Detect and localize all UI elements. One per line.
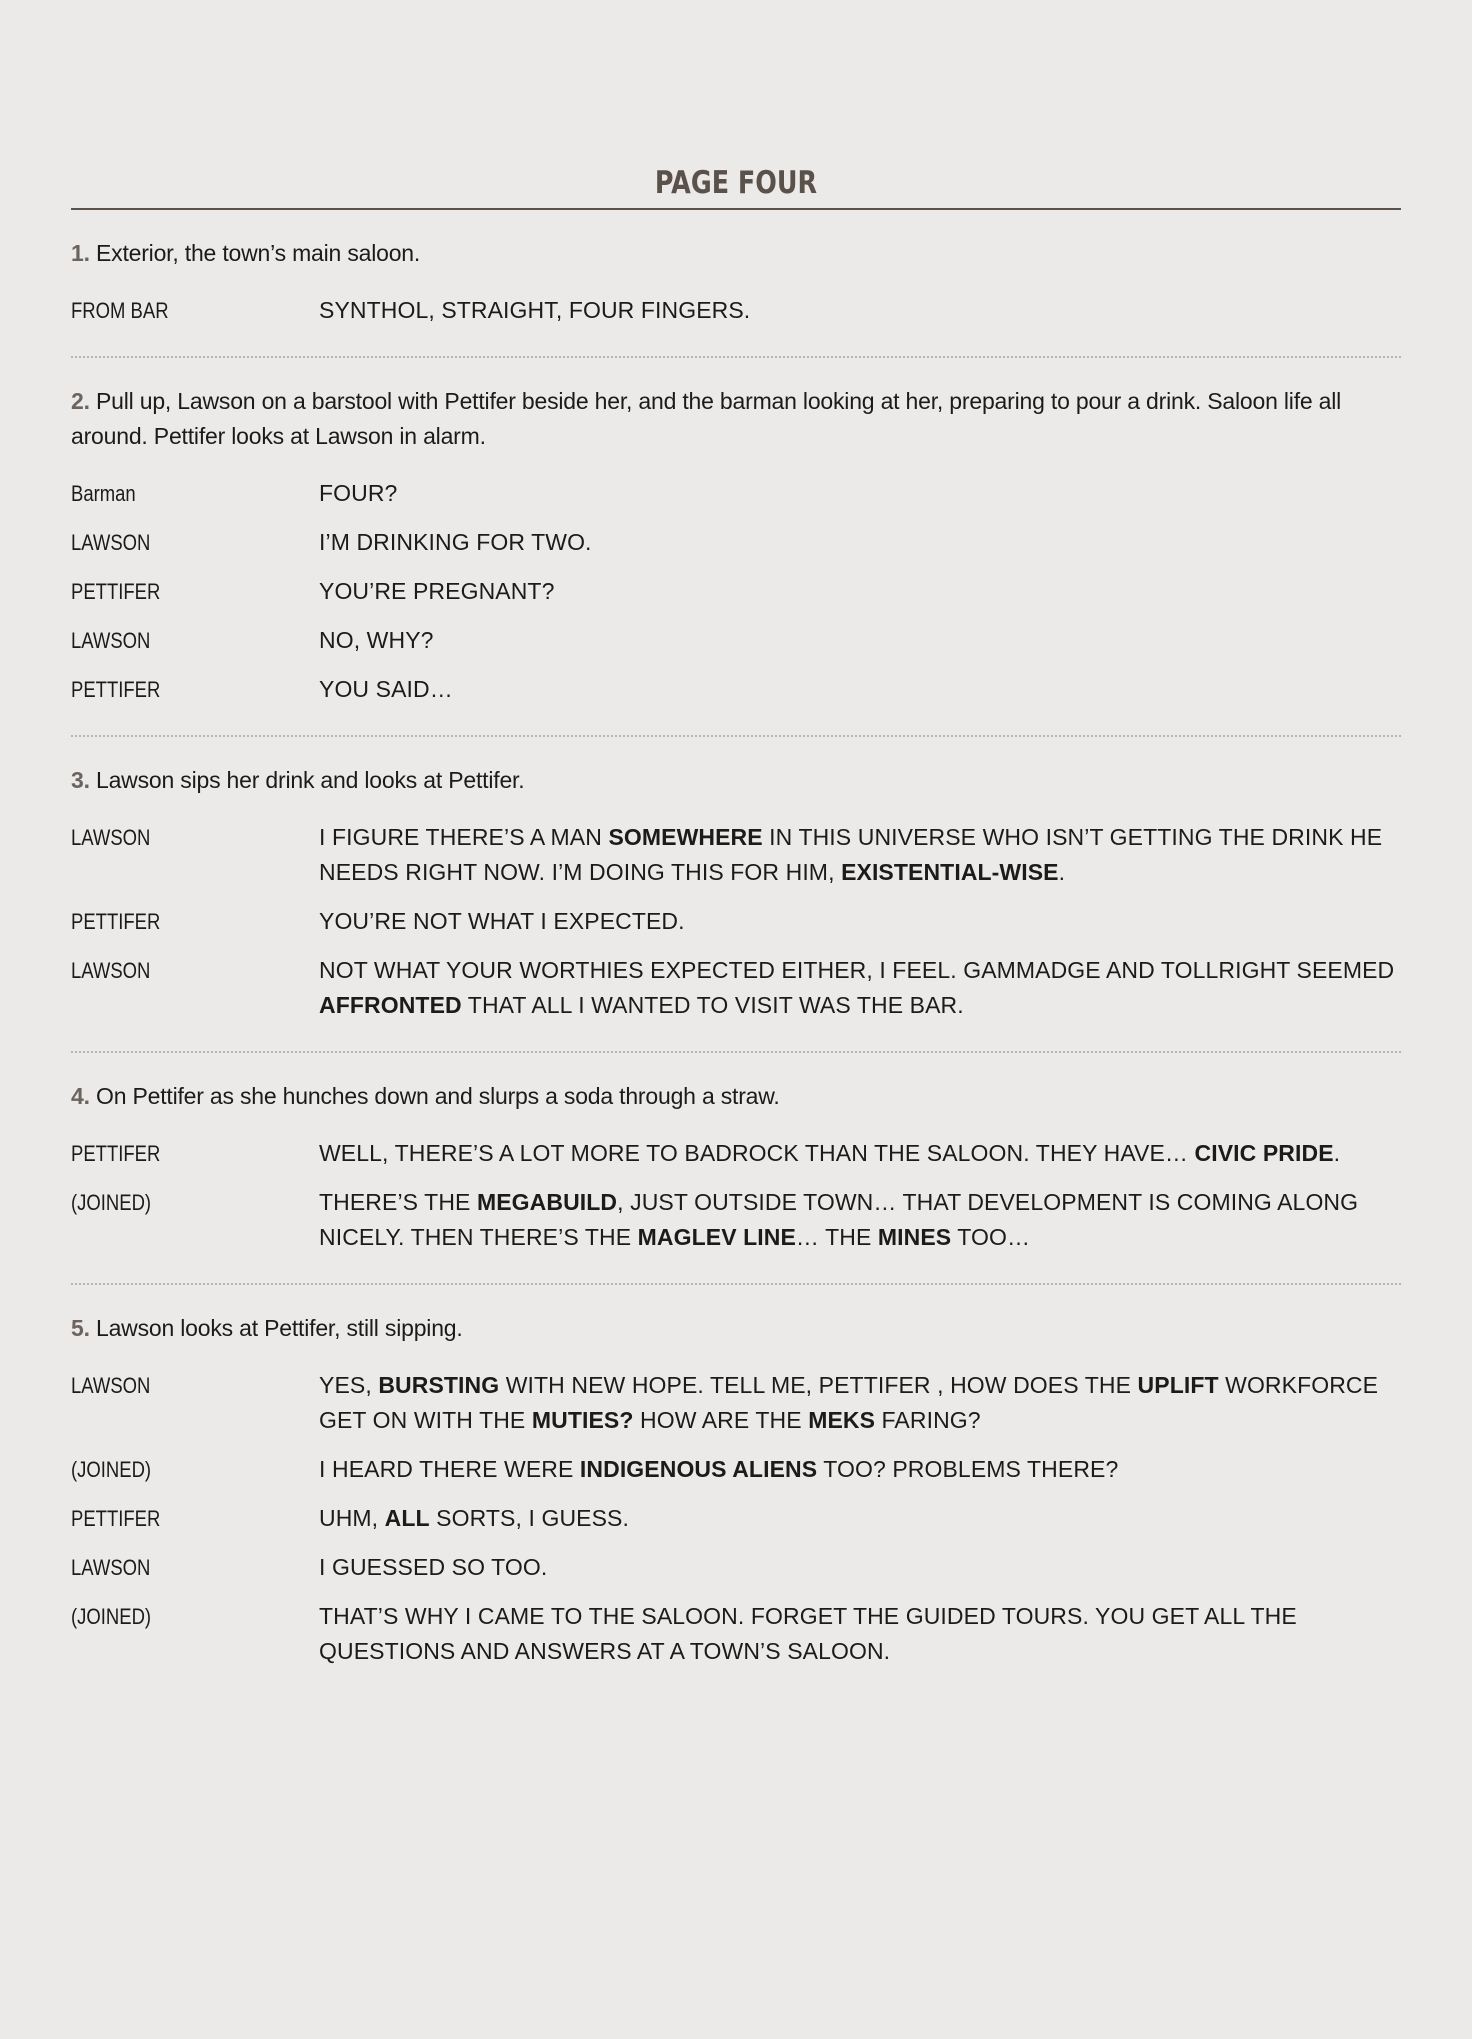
dialogue-segment: IN THIS UNIVERSE WHO ISN’T GETTING THE DRINK HE NEEDS RIGHT NOW. I’M DOING THIS FOR HIM,: [319, 824, 1383, 885]
script-page: [71, 160, 1401, 1697]
dialogue-segment: I’M DRINKING FOR TWO.: [319, 529, 592, 555]
dialogue-text: [319, 623, 1401, 658]
panel-1: [71, 210, 1401, 356]
dialogue-segment: I GUESSED SO TOO.: [319, 1554, 548, 1580]
dialogue-line: [71, 293, 1401, 328]
dialogue-line: [71, 623, 1401, 658]
emphasis-text: CIVIC PRIDE: [1194, 1140, 1334, 1166]
dialogue-line: [71, 1452, 1401, 1487]
emphasis-text: MINES: [877, 1224, 952, 1250]
dialogue-text: [319, 1136, 1401, 1171]
dialogue-segment: I HEARD THERE WERE: [319, 1456, 580, 1482]
dialogue-text: [319, 1550, 1401, 1585]
speaker-name: LAWSON: [71, 825, 151, 850]
dialogue-text: [319, 672, 1401, 707]
dialogue-segment: TOO…: [951, 1224, 1031, 1250]
dialogue-segment: I FIGURE THERE’S A MAN: [319, 824, 609, 850]
dialogue-line: [71, 1136, 1401, 1171]
speaker-name: LAWSON: [71, 1373, 151, 1398]
panel-description-text: Exterior, the town’s main saloon.: [96, 240, 421, 266]
panel-number: 2.: [71, 388, 90, 414]
dialogue-text: [319, 525, 1401, 560]
panel-description: [71, 1311, 1401, 1346]
speaker-name: PETTIFER: [71, 909, 161, 934]
dialogue-text: [319, 1185, 1401, 1255]
dialogue-segment: … THE: [795, 1224, 878, 1250]
panel-number: 4.: [71, 1083, 90, 1109]
panel-description: [71, 1079, 1401, 1114]
dialogue-text: [319, 820, 1401, 890]
page-title: PAGE FOUR: [654, 165, 818, 201]
dialogue-segment: THAT ALL I WANTED TO VISIT WAS THE BAR.: [461, 992, 964, 1018]
dialogue-segment: .: [1058, 859, 1066, 885]
speaker-name: PETTIFER: [71, 579, 161, 604]
dialogue-text: [319, 1452, 1401, 1487]
panel-description-text: Lawson looks at Pettifer, still sipping.: [96, 1315, 463, 1341]
dialogue-text: [319, 476, 1401, 511]
dialogue-line: [71, 1185, 1401, 1255]
emphasis-text: MUTIES?: [531, 1407, 634, 1433]
dialogue-segment: HOW ARE THE: [633, 1407, 809, 1433]
dialogue-line: [71, 1368, 1401, 1438]
panel-5: [71, 1283, 1401, 1697]
dialogue-line: [71, 525, 1401, 560]
speaker-name: FROM BAR: [71, 298, 169, 323]
dialogue-line: [71, 820, 1401, 890]
dialogue-segment: .: [1333, 1140, 1341, 1166]
emphasis-text: EXISTENTIAL-WISE: [841, 859, 1059, 885]
panel-number: 5.: [71, 1315, 90, 1341]
dialogue-segment: FARING?: [875, 1407, 981, 1433]
speaker-name: LAWSON: [71, 530, 151, 555]
emphasis-text: UPLIFT: [1137, 1372, 1219, 1398]
panel-description: [71, 763, 1401, 798]
speaker-name: PETTIFER: [71, 677, 161, 702]
dialogue-segment: YOU’RE PREGNANT?: [319, 578, 555, 604]
speaker-name: PETTIFER: [71, 1141, 161, 1166]
dialogue-line: [71, 1599, 1401, 1669]
panel-number: 3.: [71, 767, 90, 793]
dialogue-segment: THAT’S WHY I CAME TO THE SALOON. FORGET THE GUIDED TOURS. YOU GET ALL THE QUESTIONS AND ANSWERS AT A TOWN’S SALOON.: [319, 1603, 1297, 1664]
dialogue-line: [71, 672, 1401, 707]
dialogue-segment: YOU’RE NOT WHAT I EXPECTED.: [319, 908, 685, 934]
panel-description: [71, 236, 1401, 271]
dialogue-line: [71, 574, 1401, 609]
speaker-name: PETTIFER: [71, 1506, 161, 1531]
dialogue-text: [319, 953, 1401, 1023]
panel-3: [71, 735, 1401, 1051]
speaker-name: LAWSON: [71, 628, 151, 653]
speaker-name: (JOINED): [71, 1604, 152, 1629]
dialogue-segment: WORKFORCE GET ON WITH THE: [319, 1372, 1379, 1433]
emphasis-text: BURSTING: [378, 1372, 500, 1398]
dialogue-segment: FOUR?: [319, 480, 398, 506]
dialogue-segment: , JUST OUTSIDE TOWN… THAT DEVELOPMENT IS COMING ALONG NICELY. THEN THERE’S THE: [319, 1189, 1359, 1250]
emphasis-text: MEKS: [808, 1407, 876, 1433]
panel-description: [71, 384, 1401, 454]
dialogue-segment: WELL, THERE’S A LOT MORE TO BADROCK THAN THE SALOON. THEY HAVE…: [319, 1140, 1195, 1166]
dialogue-text: [319, 293, 1401, 328]
panel-description-text: Lawson sips her drink and looks at Pettifer.: [96, 767, 525, 793]
emphasis-text: MAGLEV LINE: [637, 1224, 796, 1250]
dialogue-segment: UHM,: [319, 1505, 385, 1531]
dialogue-segment: YOU SAID…: [319, 676, 453, 702]
emphasis-text: ALL: [384, 1505, 430, 1531]
dialogue-segment: THERE’S THE: [319, 1189, 477, 1215]
dialogue-line: [71, 1550, 1401, 1585]
emphasis-text: AFFRONTED: [319, 992, 462, 1018]
emphasis-text: INDIGENOUS ALIENS: [579, 1456, 818, 1482]
dialogue-text: [319, 1501, 1401, 1536]
speaker-name: (JOINED): [71, 1190, 152, 1215]
dialogue-segment: WITH NEW HOPE. TELL ME, PETTIFER , HOW DOES THE: [499, 1372, 1138, 1398]
panel-number: 1.: [71, 240, 90, 266]
dialogue-line: [71, 904, 1401, 939]
dialogue-segment: SORTS, I GUESS.: [429, 1505, 629, 1531]
speaker-name: Barman: [71, 481, 136, 506]
dialogue-segment: NOT WHAT YOUR WORTHIES EXPECTED EITHER, I FEEL. GAMMADGE AND TOLLRIGHT SEEMED: [319, 957, 1395, 983]
dialogue-text: [319, 574, 1401, 609]
dialogue-text: [319, 1368, 1401, 1438]
dialogue-line: [71, 1501, 1401, 1536]
panel-description-text: On Pettifer as she hunches down and slurps a soda through a straw.: [96, 1083, 780, 1109]
dialogue-line: [71, 476, 1401, 511]
panel-2: [71, 356, 1401, 735]
dialogue-text: [319, 904, 1401, 939]
speaker-name: (JOINED): [71, 1457, 152, 1482]
panel-4: [71, 1051, 1401, 1283]
panel-description-text: Pull up, Lawson on a barstool with Pettifer beside her, and the barman looking at her, preparing to pour a drink. Saloon life all around. Pettifer looks at Lawson in alarm.: [71, 388, 1342, 449]
dialogue-segment: SYNTHOL, STRAIGHT, FOUR FINGERS.: [319, 297, 751, 323]
dialogue-segment: NO, WHY?: [319, 627, 434, 653]
dialogue-line: [71, 953, 1401, 1023]
emphasis-text: MEGABUILD: [476, 1189, 618, 1215]
dialogue-segment: YES,: [319, 1372, 379, 1398]
speaker-name: LAWSON: [71, 1555, 151, 1580]
dialogue-segment: TOO? PROBLEMS THERE?: [817, 1456, 1119, 1482]
emphasis-text: SOMEWHERE: [608, 824, 763, 850]
speaker-name: LAWSON: [71, 958, 151, 983]
panels-list: [71, 210, 1401, 1697]
dialogue-text: [319, 1599, 1401, 1669]
